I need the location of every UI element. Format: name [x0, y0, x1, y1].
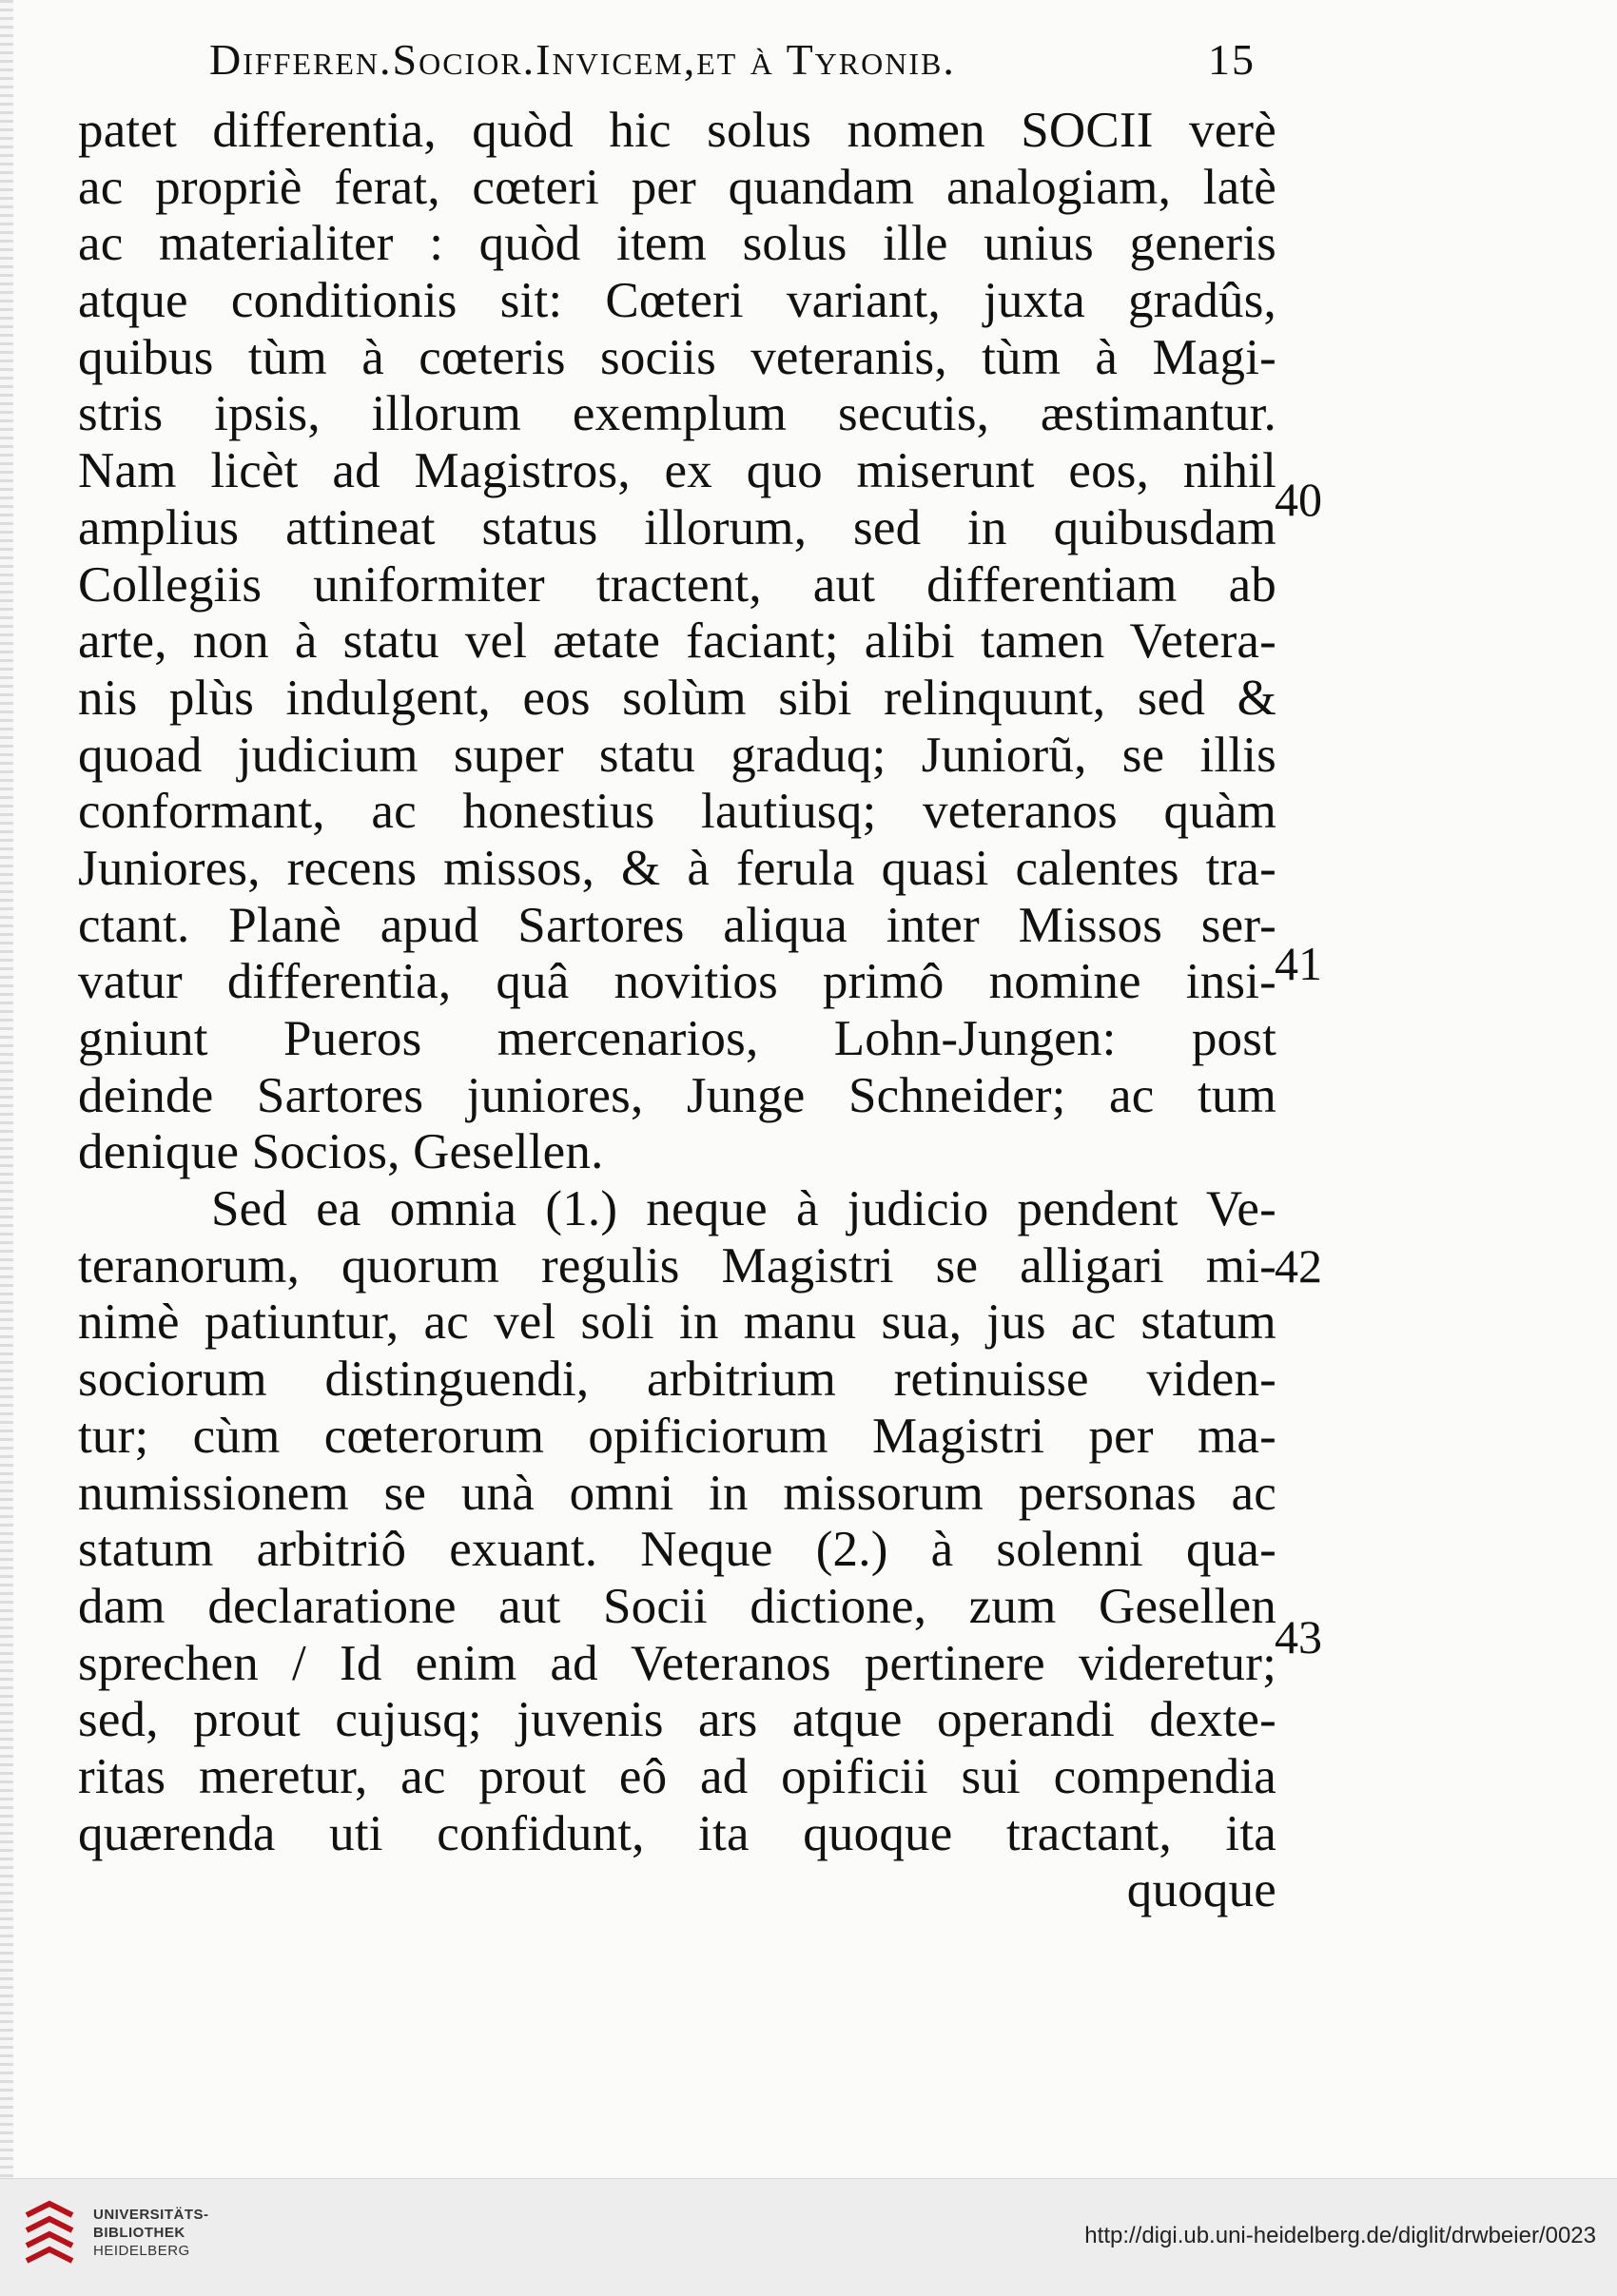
running-header — [209, 34, 1256, 101]
text-line: quibus tùm à cœteris sociis veteranis, tùm à Magi- — [78, 329, 1276, 385]
text-line: ritas meretur, ac prout eô ad opificii sui compendia — [78, 1748, 1276, 1804]
text-line: numissionem se unà omni in missorum personas ac — [78, 1465, 1276, 1521]
text-line: quærenda uti confidunt, ita quoque tractant, ita — [78, 1805, 1276, 1861]
page-number: 15 — [1208, 35, 1256, 84]
text-line: quoad judicium super statu graduq; Juniorũ, se illis — [78, 727, 1276, 783]
text-line: ctant. Planè apud Sartores aliqua inter Missos ser- — [78, 897, 1276, 953]
body-text — [78, 103, 1276, 1919]
text-line: Juniores, recens missos, & à ferula quasi calentes tra- — [78, 840, 1276, 896]
text-line: gniunt Pueros mercenarios, Lohn-Jungen: post — [78, 1011, 1276, 1066]
margin-number: 42 — [1275, 1239, 1322, 1293]
text-line: conformant, ac honestius lautiusq; veteranos quàm — [78, 784, 1276, 840]
text-line: patet differentia, quòd hic solus nomen SOCII verè — [78, 103, 1276, 158]
library-name-line: UNIVERSITÄTS- — [93, 2207, 209, 2223]
text-line: dam declaratione aut Socii dictione, zum Gesellen — [78, 1578, 1276, 1634]
university-library-logo-icon — [19, 2198, 80, 2272]
text-line: statum arbitriô exuant. Neque (2.) à solenni qua- — [78, 1522, 1276, 1578]
text-line: stris ipsis, illorum exemplum secutis, æstimantur. — [78, 386, 1276, 442]
permalink-url[interactable]: http://digi.ub.uni-heidelberg.de/diglit/drwbeier/0023 — [1084, 2223, 1596, 2248]
text-line: vatur differentia, quâ novitios primô nomine insi- — [78, 954, 1276, 1010]
margin-number: 40 — [1275, 473, 1322, 526]
text-line: amplius attineat status illorum, sed in quibusdam — [78, 499, 1276, 555]
text-line: nimè patiuntur, ac vel soli in manu sua, jus ac statum — [78, 1294, 1276, 1351]
text-line: arte, non à statu vel ætate faciant; alibi tamen Vetera- — [78, 613, 1276, 670]
text-line: nis plùs indulgent, eos solùm sibi relinquunt, sed & — [78, 670, 1276, 726]
text-line: ac materialiter : quòd item solus ille unius generis — [78, 216, 1276, 272]
library-name-line: HEIDELBERG — [93, 2243, 190, 2259]
margin-number: 41 — [1275, 937, 1322, 990]
text-line: tur; cùm cœterorum opificiorum Magistri per ma- — [78, 1408, 1276, 1464]
text-line: atque conditionis sit: Cœteri variant, juxta gradûs, — [78, 273, 1276, 329]
margin-number: 43 — [1275, 1610, 1322, 1664]
library-name-line: BIBLIOTHEK — [93, 2225, 185, 2241]
text-line: sed, prout cujusq; juvenis ars atque operandi dexte- — [78, 1692, 1276, 1748]
text-line: Nam licèt ad Magistros, ex quo miserunt eos, nihil — [78, 443, 1276, 499]
text-line: ac propriè ferat, cœteri per quandam analogiam, latè — [78, 159, 1276, 215]
scan-binding-edge — [0, 0, 13, 2178]
catchword: quoque — [1126, 1862, 1276, 1918]
running-title: Differen.Socior.Invicem,et à Tyronib. — [209, 35, 956, 84]
text-line: sprechen / Id enim ad Veteranos pertinere videretur; — [78, 1635, 1276, 1691]
text-line: Collegiis uniformiter tractent, aut differentiam ab — [78, 556, 1276, 613]
text-line: Sed ea omnia (1.) neque à judicio pendent Ve- — [211, 1181, 1276, 1237]
viewer-footer — [0, 2178, 1617, 2296]
library-name — [93, 2206, 209, 2260]
text-line: deinde Sartores juniores, Junge Schneider; ac tum — [78, 1067, 1276, 1123]
text-line: sociorum distinguendi, arbitrium retinuisse viden- — [78, 1352, 1276, 1408]
text-line: teranorum, quorum regulis Magistri se alligari mi- — [78, 1237, 1276, 1294]
text-line: denique Socios, Gesellen. — [78, 1124, 604, 1180]
